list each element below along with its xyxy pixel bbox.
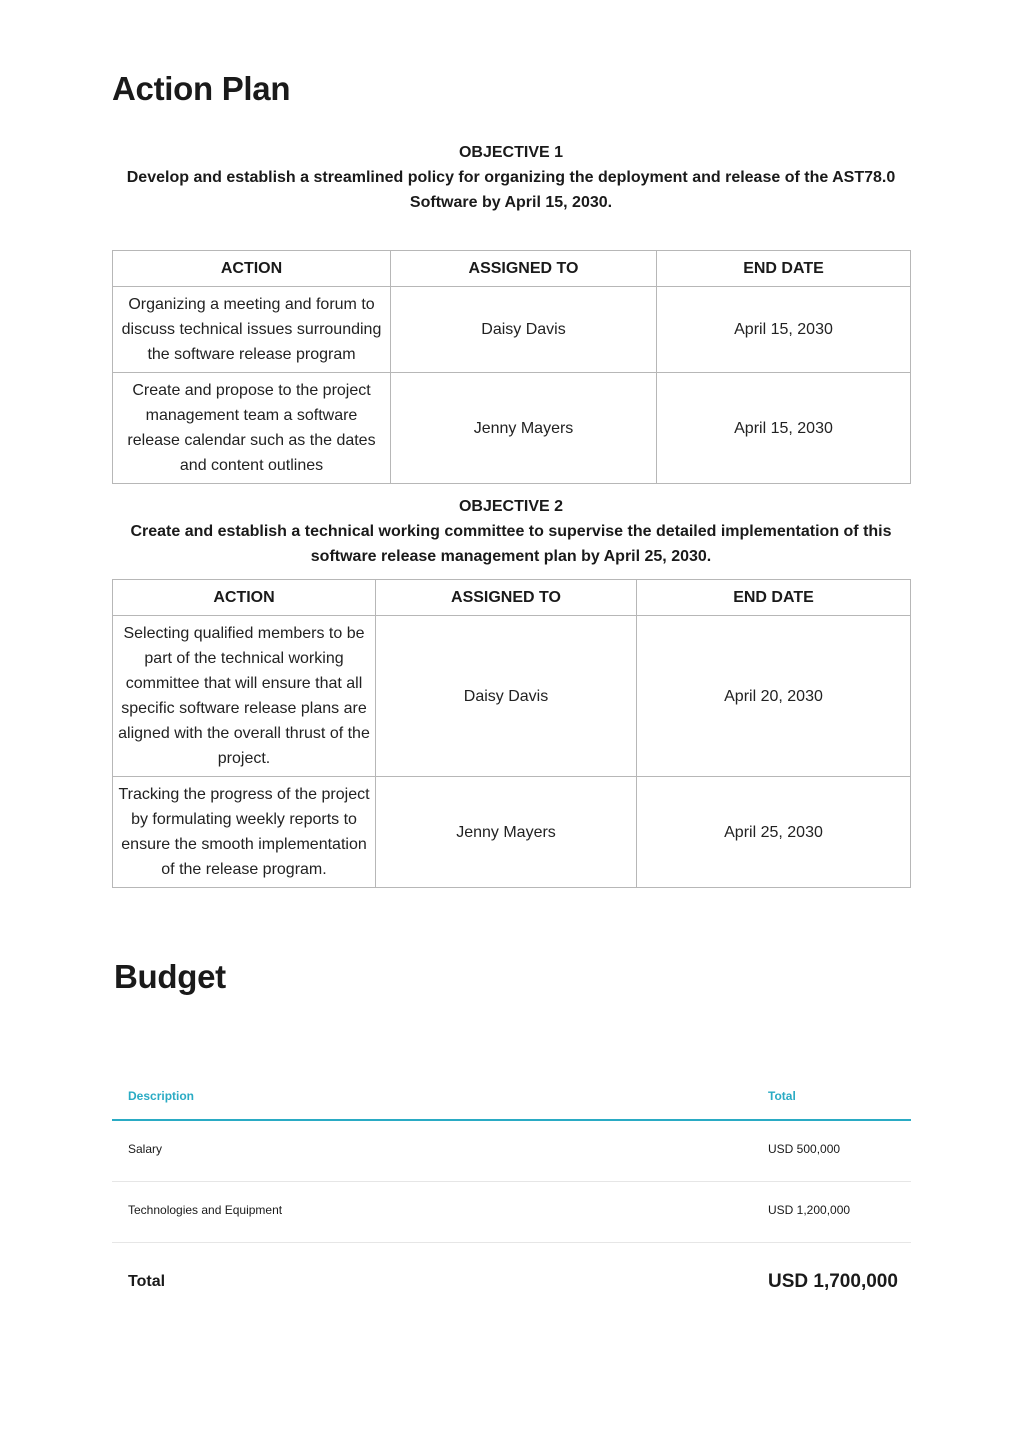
table-row [112, 1182, 911, 1243]
column-header-assigned-to: ASSIGNED TO [376, 580, 637, 616]
objective-label: OBJECTIVE 1 [458, 144, 564, 161]
table-row [113, 373, 911, 484]
budget-title: Budget [114, 958, 226, 995]
column-header-end-date: END DATE [657, 251, 911, 287]
total-value: USD 1,700,000 [768, 1271, 898, 1292]
assigned-to-cell: Daisy Davis [391, 287, 657, 373]
budget-total-row [112, 1243, 911, 1323]
total-cell: USD 500,000 [768, 1142, 841, 1156]
action-cell: Create and propose to the project management team a software release calendar such as the dates and content outlines [113, 373, 391, 484]
table-row [112, 1121, 911, 1182]
table-row [113, 287, 911, 373]
table-header-row [113, 580, 911, 616]
end-date-cell: April 20, 2030 [637, 616, 911, 777]
total-label: Total [128, 1273, 166, 1290]
column-header-assigned-to: ASSIGNED TO [391, 251, 657, 287]
end-date-cell: April 15, 2030 [657, 373, 911, 484]
column-header-total: Total [768, 1089, 796, 1103]
table-header-row [113, 251, 911, 287]
end-date-cell: April 15, 2030 [657, 287, 911, 373]
action-cell: Organizing a meeting and forum to discuss technical issues surrounding the software release program [113, 287, 391, 373]
objective-2-table [112, 579, 911, 888]
action-cell: Selecting qualified members to be part of the technical working committee that will ensure that all specific software release plans are aligned with the overall thrust of the project. [113, 616, 376, 777]
total-cell: USD 1,200,000 [768, 1203, 851, 1217]
action-cell: Tracking the progress of the project by formulating weekly reports to ensure the smooth implementation of the release program. [113, 777, 376, 888]
table-row [113, 777, 911, 888]
budget-header-row [112, 1063, 911, 1121]
budget-table [112, 1063, 911, 1323]
objective-1 [112, 140, 910, 215]
assigned-to-cell: Daisy Davis [376, 616, 637, 777]
objective-label: OBJECTIVE 2 [458, 498, 564, 515]
objective-description: Develop and establish a streamlined policy for organizing the deployment and release of the AST78.0 Software by April 15, 2030. [126, 169, 896, 211]
objective-1-table [112, 250, 911, 484]
column-header-end-date: END DATE [637, 580, 911, 616]
column-header-action: ACTION [113, 580, 376, 616]
column-header-action: ACTION [113, 251, 391, 287]
assigned-to-cell: Jenny Mayers [391, 373, 657, 484]
description-cell: Technologies and Equipment [128, 1203, 283, 1217]
objective-2 [112, 494, 910, 569]
assigned-to-cell: Jenny Mayers [376, 777, 637, 888]
column-header-description: Description [128, 1089, 195, 1103]
table-row [113, 616, 911, 777]
description-cell: Salary [128, 1142, 163, 1156]
end-date-cell: April 25, 2030 [637, 777, 911, 888]
action-plan-title: Action Plan [112, 70, 291, 107]
objective-description: Create and establish a technical working committee to supervise the detailed implementation of this software release management plan by April 25, 2030. [130, 523, 892, 565]
